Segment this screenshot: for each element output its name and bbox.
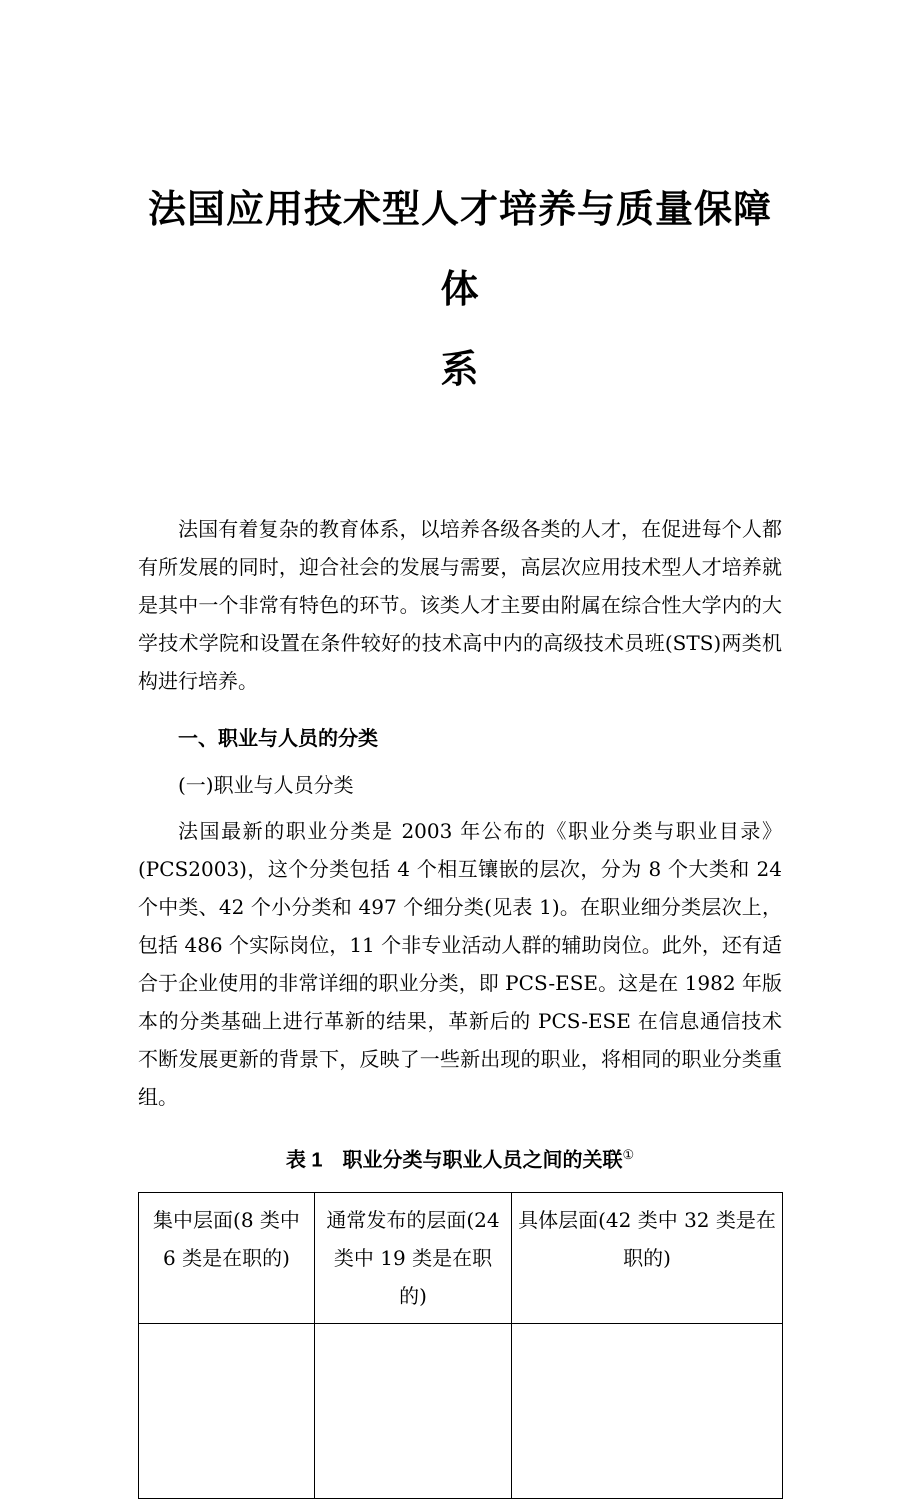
table-header-cell-concentrated: 集中层面(8 类中 6 类是在职的)	[139, 1192, 315, 1323]
table-header-row	[139, 1192, 783, 1323]
section-heading-1: 一、职业与人员的分类	[178, 728, 378, 750]
table-row	[139, 1323, 783, 1498]
page-title-line-2: 系	[440, 349, 480, 391]
table-caption	[138, 1136, 782, 1180]
section-1-paragraph: 法国最新的职业分类是 2003 年公布的《职业分类与职业目录》(PCS2003)，这个分类包括 4 个相互镶嵌的层次，分为 8 个大类和 24 个中类、42 个小分类和 497 个细分类(见表 1)。在职业细分类层次上，包括 486 个实际岗位，11 个非专业活动人群的辅助岗位。此外，还有适合于企业使用的非常详细的职业分类，即 PCS-ESE。这是在 1982 年版本的分类基础上进行革新的结果，革新后的 PCS-ESE 在信息通信技术不断发展更新的背景下，反映了一些新出现的职业，将相同的职业分类重组。	[138, 819, 782, 1109]
table-header-cell-specific: 具体层面(42 类中 32 类是在职的)	[512, 1192, 783, 1323]
page-title	[138, 0, 782, 410]
table-caption-text: 表 1 职业分类与职业人员之间的关联	[285, 1149, 623, 1172]
classification-table	[138, 1192, 783, 1499]
intro-paragraph: 法国有着复杂的教育体系，以培养各级各类的人才，在促进每个人都有所发展的同时，迎合社会的发展与需要，高层次应用技术型人才培养就是其中一个非常有特色的环节。该类人才主要由附属在综合性大学内的大学技术学院和设置在条件较好的技术高中内的高级技术员班(STS)两类机构进行培养。	[138, 517, 782, 693]
footnote-marker: ①	[622, 1147, 635, 1162]
subsection-heading-1: (一)职业与人员分类	[178, 773, 354, 797]
page-title-line-1: 法国应用技术型人才培养与质量保障体	[147, 189, 772, 311]
table-cell	[139, 1323, 315, 1498]
table-cell	[512, 1323, 783, 1498]
table-cell	[315, 1323, 512, 1498]
table-header-cell-published: 通常发布的层面(24 类中 19 类是在职的)	[315, 1192, 512, 1323]
